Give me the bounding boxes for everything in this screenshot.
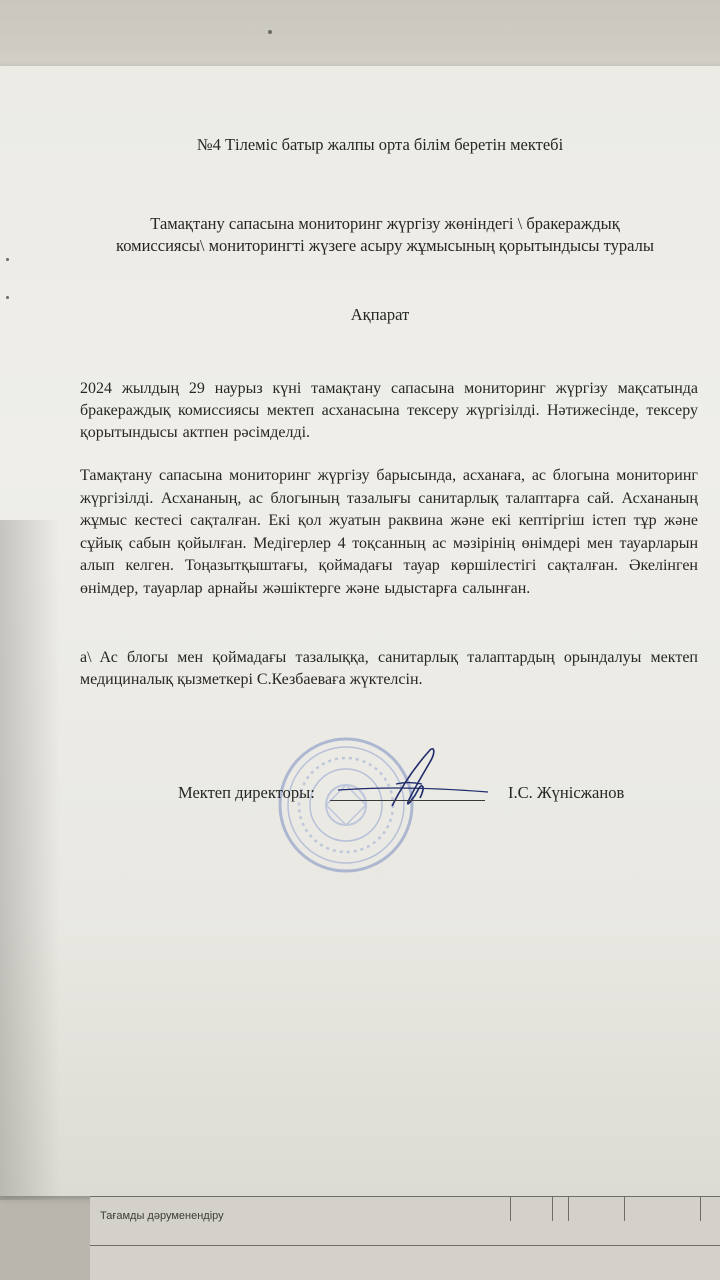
paragraph-2: Тамақтану сапасына мониторинг жүргізу барысында, асханаға, ас блогына мониторинг жүргізілді. Асхананың, ас блогының тазалығы санитарлық талаптарға сай. Асхананың жұмыс кестесі сақталған. Екі қол жуатын раквина және екі кептіргіш істеп тұр және сұйық сабын қойылған. Медігерлер 4 тоқсанның ас мәзірінің өнімдері мен тауарларын алып келген. Тоңазытқыштағы, қоймадағы тауар көршілестігі сақталған. Әкелінген өнімдер, тауарлар арнайы жәшіктерге және ыдыстарға салынған. (80, 467, 698, 597)
director-name: І.С. Жүнісжанов (508, 783, 625, 802)
margin-dot (6, 296, 9, 299)
info-heading: Ақпарат (350, 305, 410, 324)
table-cell-border (568, 1197, 569, 1221)
margin-dot (6, 258, 9, 261)
document-subtitle (90, 213, 680, 257)
subtitle-line: комиссиясы\ мониторингті жүзеге асыру жұмысының қорытындысы туралы (116, 236, 654, 255)
signature-line (330, 800, 485, 801)
shadow (0, 520, 60, 1200)
paragraph-1: 2024 жылдың 29 наурыз күні тамақтану сапасына мониторинг жүргізу мақсатында бракераждық комиссиясы мектеп асханасына тексеру жүргізілді. Нәтижесінде, тексеру қорытындысы актпен рәсімделді. (80, 380, 698, 441)
table-cell-border (510, 1197, 511, 1221)
school-name: №4 Тілеміс батыр жалпы орта білім беретін мектебі (196, 135, 564, 154)
item-label: a\ (80, 649, 92, 666)
director-title: Мектеп директоры: (178, 783, 315, 802)
table-cell-border (700, 1197, 701, 1221)
director-signature (300, 740, 500, 820)
item-text: Ас блогы мен қоймадағы тазалыққа, санитарлық талаптардың орындалуы мектеп медициналық қызметкері С.Кезбаеваға жүктелсін. (80, 649, 698, 688)
wall-spot (268, 30, 272, 34)
subtitle-line: Тамақтану сапасына мониторинг жүргізу жөніндегі \ бракераждық (150, 214, 620, 233)
underlying-table-label: Тағамды дәруменендіру (100, 1210, 224, 1222)
table-cell-border (624, 1197, 625, 1221)
resolution-item (80, 647, 698, 691)
table-cell-border (552, 1197, 553, 1221)
